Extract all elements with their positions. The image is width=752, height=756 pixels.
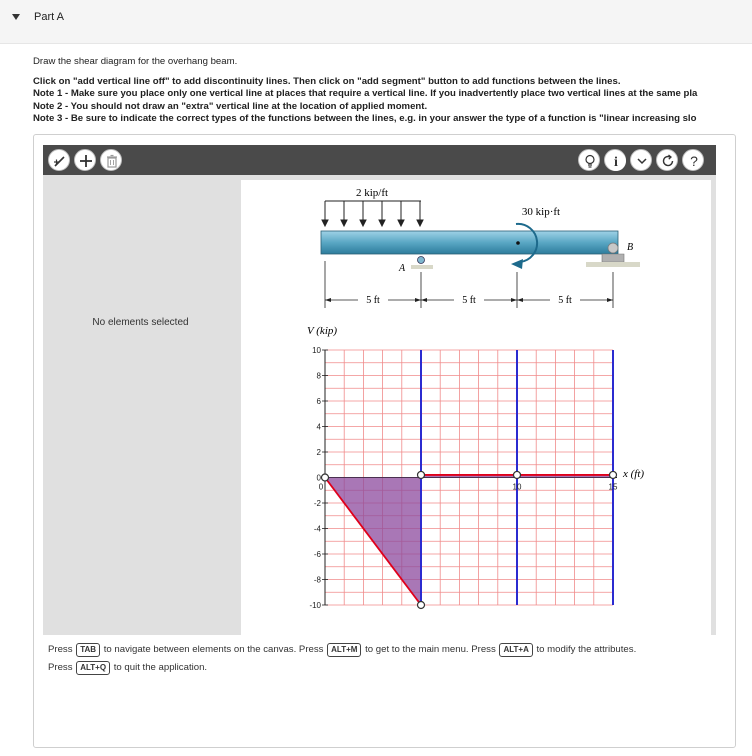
segment-endpoint [418, 471, 425, 478]
load-arrows [322, 201, 423, 226]
dimension-3: 5 ft [558, 295, 572, 306]
add-vertical-line-button[interactable] [48, 149, 70, 171]
reset-button[interactable] [656, 149, 678, 171]
reset-icon [657, 150, 679, 172]
help-text-4: to quit the application. [113, 662, 208, 673]
prompt-text: Draw the shear diagram for the overhang beam. [33, 56, 238, 67]
add-segment-button[interactable] [74, 149, 96, 171]
info-glyph: i [614, 155, 618, 170]
y-tick-label: 4 [316, 422, 321, 432]
hint-icon [579, 150, 601, 172]
x-tick-label: 0 [318, 482, 324, 492]
note-1: Note 1 - Make sure you place only one vertical line at places that require a vertical line. If you inadvertently place two vertical lines at the same pla [33, 88, 698, 100]
info-icon [605, 150, 627, 172]
support-a-label: A [399, 263, 406, 274]
key-menu: ALT+M [327, 643, 361, 657]
no-selection-message: No elements selected [92, 317, 189, 328]
ground-a [411, 265, 433, 269]
help-glyph: ? [690, 153, 698, 169]
support-b-label: B [627, 242, 634, 253]
beam-figure [321, 187, 640, 308]
pin-support-b [602, 254, 624, 262]
segment-endpoint [322, 474, 329, 481]
y-axis-label: V (kip) [307, 325, 338, 337]
canvas-area [238, 175, 716, 635]
load-label: 2 kip/ft [355, 187, 389, 199]
y-tick-label: -4 [313, 524, 321, 534]
hint-button[interactable] [578, 149, 600, 171]
help-button[interactable] [682, 149, 704, 171]
roller-support-a [418, 257, 425, 264]
x-tick-label: 10 [512, 482, 522, 492]
y-tick-label: -10 [309, 601, 321, 610]
y-tick-label: 2 [316, 448, 321, 457]
figure-svg [241, 180, 711, 635]
properties-panel [43, 175, 238, 635]
y-tick-label: 8 [316, 371, 321, 381]
segment-endpoint [514, 471, 521, 478]
toolbar [43, 145, 716, 175]
collapse-caret-icon[interactable] [12, 14, 20, 20]
add-segment-icon [75, 150, 97, 172]
x-axis-label: x (ft) [623, 468, 645, 480]
info-button[interactable] [604, 149, 626, 171]
help-press-2: Press [48, 662, 73, 673]
key-quit: ALT+Q [76, 661, 110, 675]
instruction-line: Click on "add vertical line off" to add discontinuity lines. Then click on "add segment" button to add functions between the lines. [33, 75, 621, 87]
dimension-2: 5 ft [462, 295, 476, 306]
key-tab: TAB [76, 643, 100, 657]
dropdown-button[interactable] [630, 149, 652, 171]
help-press: Press [48, 644, 73, 655]
dimension-1: 5 ft [366, 295, 380, 306]
help-text-1: to navigate between elements on the canvas. Press [103, 644, 324, 655]
delete-icon [101, 150, 123, 172]
y-tick-label: -6 [313, 550, 321, 559]
segment-endpoint [418, 602, 425, 609]
beam [321, 231, 618, 254]
y-tick-label: 0 [316, 473, 321, 483]
y-tick-label: 6 [316, 397, 321, 406]
keyboard-help [48, 641, 728, 677]
part-title: Part A [34, 11, 64, 23]
chart-fills [325, 475, 613, 605]
segment-endpoint [610, 471, 617, 478]
delete-button[interactable] [100, 149, 122, 171]
note-3: Note 3 - Be sure to indicate the correct types of the functions between the lines, e.g. in your answer the type of a function is "linear increasing slo [33, 113, 697, 125]
part-header[interactable] [0, 0, 752, 44]
help-text-2: to get to the main menu. Press [365, 644, 496, 655]
instructions [33, 56, 752, 126]
chevron-down-icon [631, 150, 653, 172]
y-tick-label: 10 [312, 346, 321, 355]
add-vertical-line-icon [49, 150, 71, 172]
key-attributes: ALT+A [499, 643, 532, 657]
y-tick-label: -8 [313, 575, 321, 585]
moment-label: 30 kip·ft [521, 206, 561, 218]
note-2: Note 2 - You should not draw an "extra" vertical line at the location of applied moment. [33, 100, 428, 112]
drawing-canvas[interactable] [241, 180, 711, 635]
ground-b [586, 262, 640, 267]
help-icon [683, 150, 705, 172]
x-tick-label: 15 [608, 482, 618, 492]
help-text-3: to modify the attributes. [536, 644, 637, 655]
y-tick-label: -2 [313, 499, 321, 508]
